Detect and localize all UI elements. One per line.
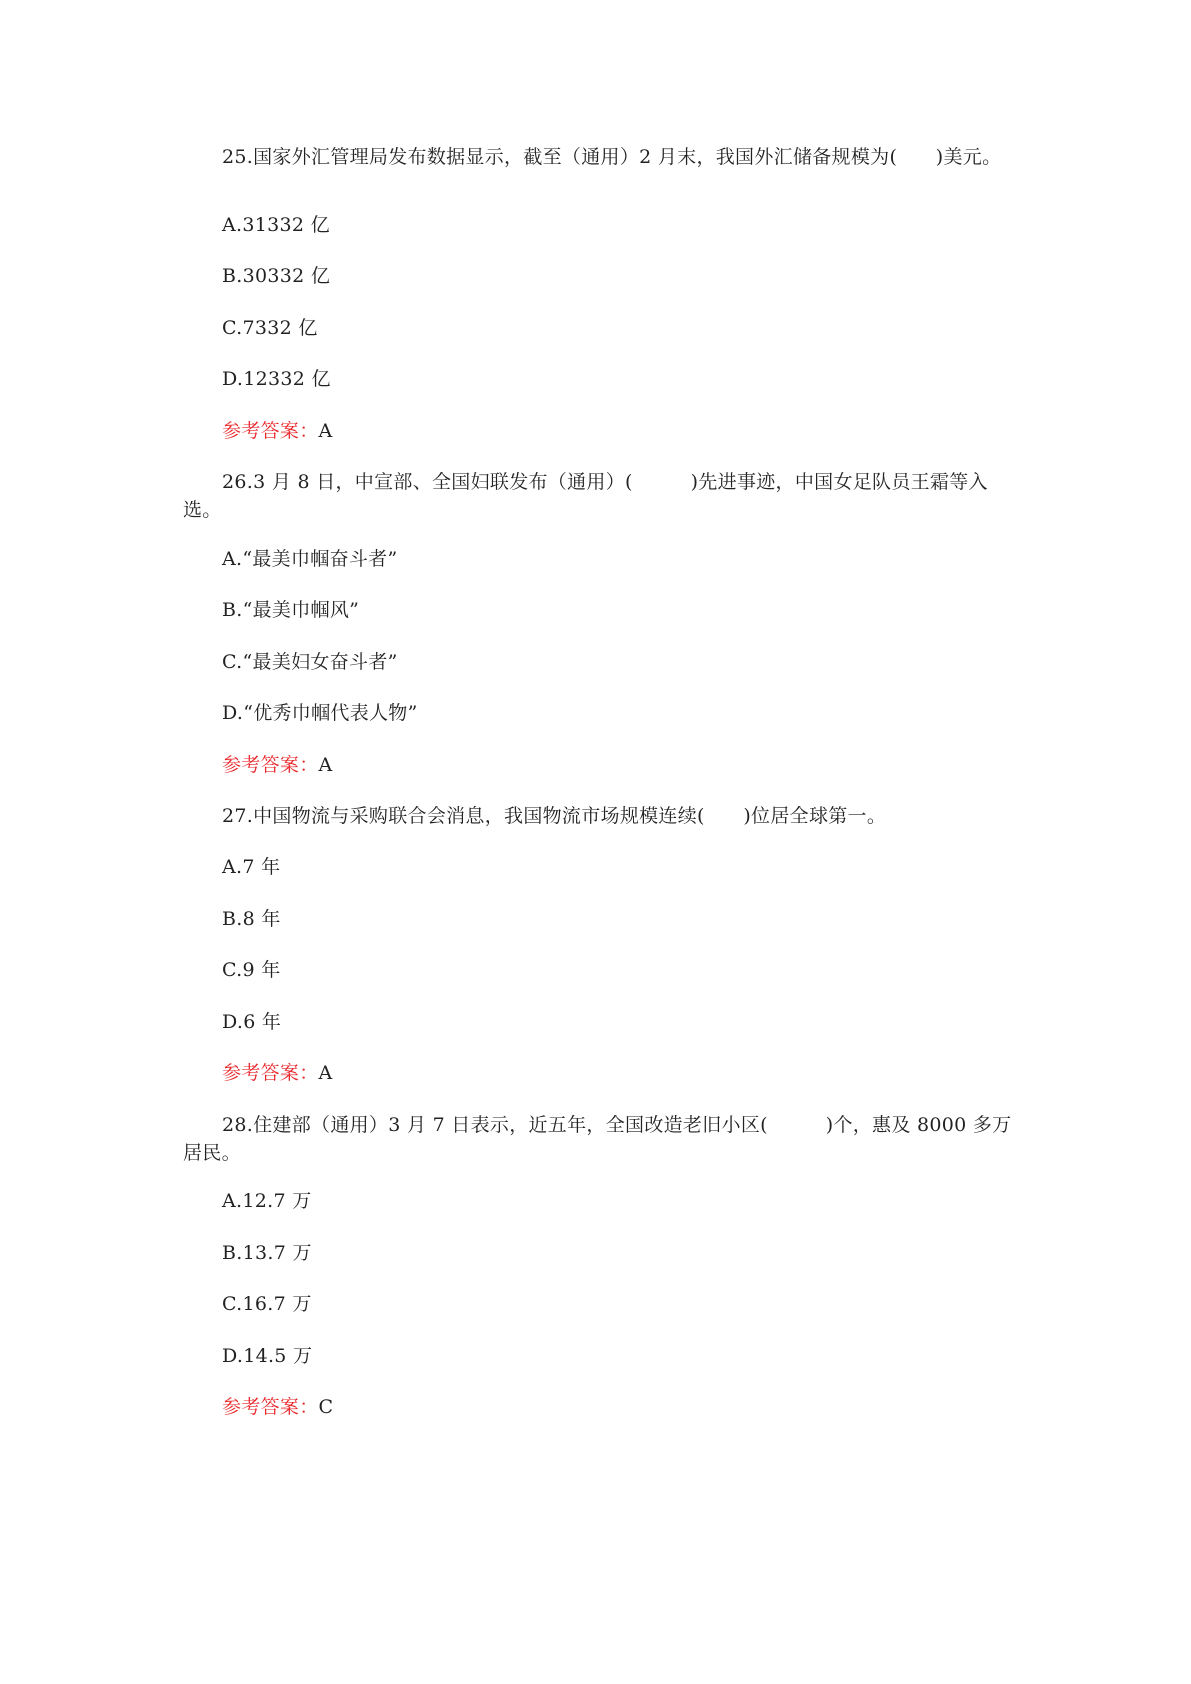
answer-label: 参考答案：: [222, 1396, 319, 1418]
question-text: 27.中国物流与采购联合会消息，我国物流市场规模连续( )位居全球第一。: [222, 805, 887, 827]
answer-value: A: [318, 420, 333, 442]
answer-label: 参考答案：: [222, 420, 319, 442]
option-c: C.16.7 万: [222, 1293, 312, 1315]
answer-label: 参考答案：: [222, 754, 319, 776]
question-text: 25.国家外汇管理局发布数据显示，截至（通用）2 月末，我国外汇储备规模为( )美元。: [222, 146, 1002, 168]
option-a: A.7 年: [222, 856, 281, 878]
option-c: C.“最美妇女奋斗者”: [222, 651, 398, 673]
question-text: 26.3 月 8 日，中宣部、全国妇联发布（通用）( )先进事迹，中国女足队员王霜等入选。: [183, 471, 988, 521]
option-b: B.“最美巾帼风”: [222, 599, 360, 621]
option-a: A.31332 亿: [222, 214, 330, 236]
reference-answer: [222, 751, 333, 779]
option-c: C.7332 亿: [222, 317, 318, 339]
answer-value: A: [318, 1062, 333, 1084]
option-a: A.“最美巾帼奋斗者”: [222, 548, 398, 570]
option-b: B.8 年: [222, 908, 281, 930]
option-d: D.14.5 万: [222, 1345, 313, 1367]
answer-value: A: [318, 754, 333, 776]
reference-answer: [222, 1393, 333, 1421]
question-text: 28.住建部（通用）3 月 7 日表示，近五年，全国改造老旧小区( )个，惠及 8000 多万居民。: [183, 1114, 1012, 1164]
option-d: D.6 年: [222, 1011, 282, 1033]
option-d: D.12332 亿: [222, 368, 331, 390]
option-b: B.30332 亿: [222, 265, 331, 287]
option-b: B.13.7 万: [222, 1242, 312, 1264]
option-c: C.9 年: [222, 959, 281, 981]
answer-value: C: [318, 1396, 334, 1418]
reference-answer: [222, 417, 333, 445]
option-d: D.“优秀巾帼代表人物”: [222, 702, 418, 724]
answer-label: 参考答案：: [222, 1062, 319, 1084]
option-a: A.12.7 万: [222, 1190, 312, 1212]
reference-answer: [222, 1059, 333, 1087]
